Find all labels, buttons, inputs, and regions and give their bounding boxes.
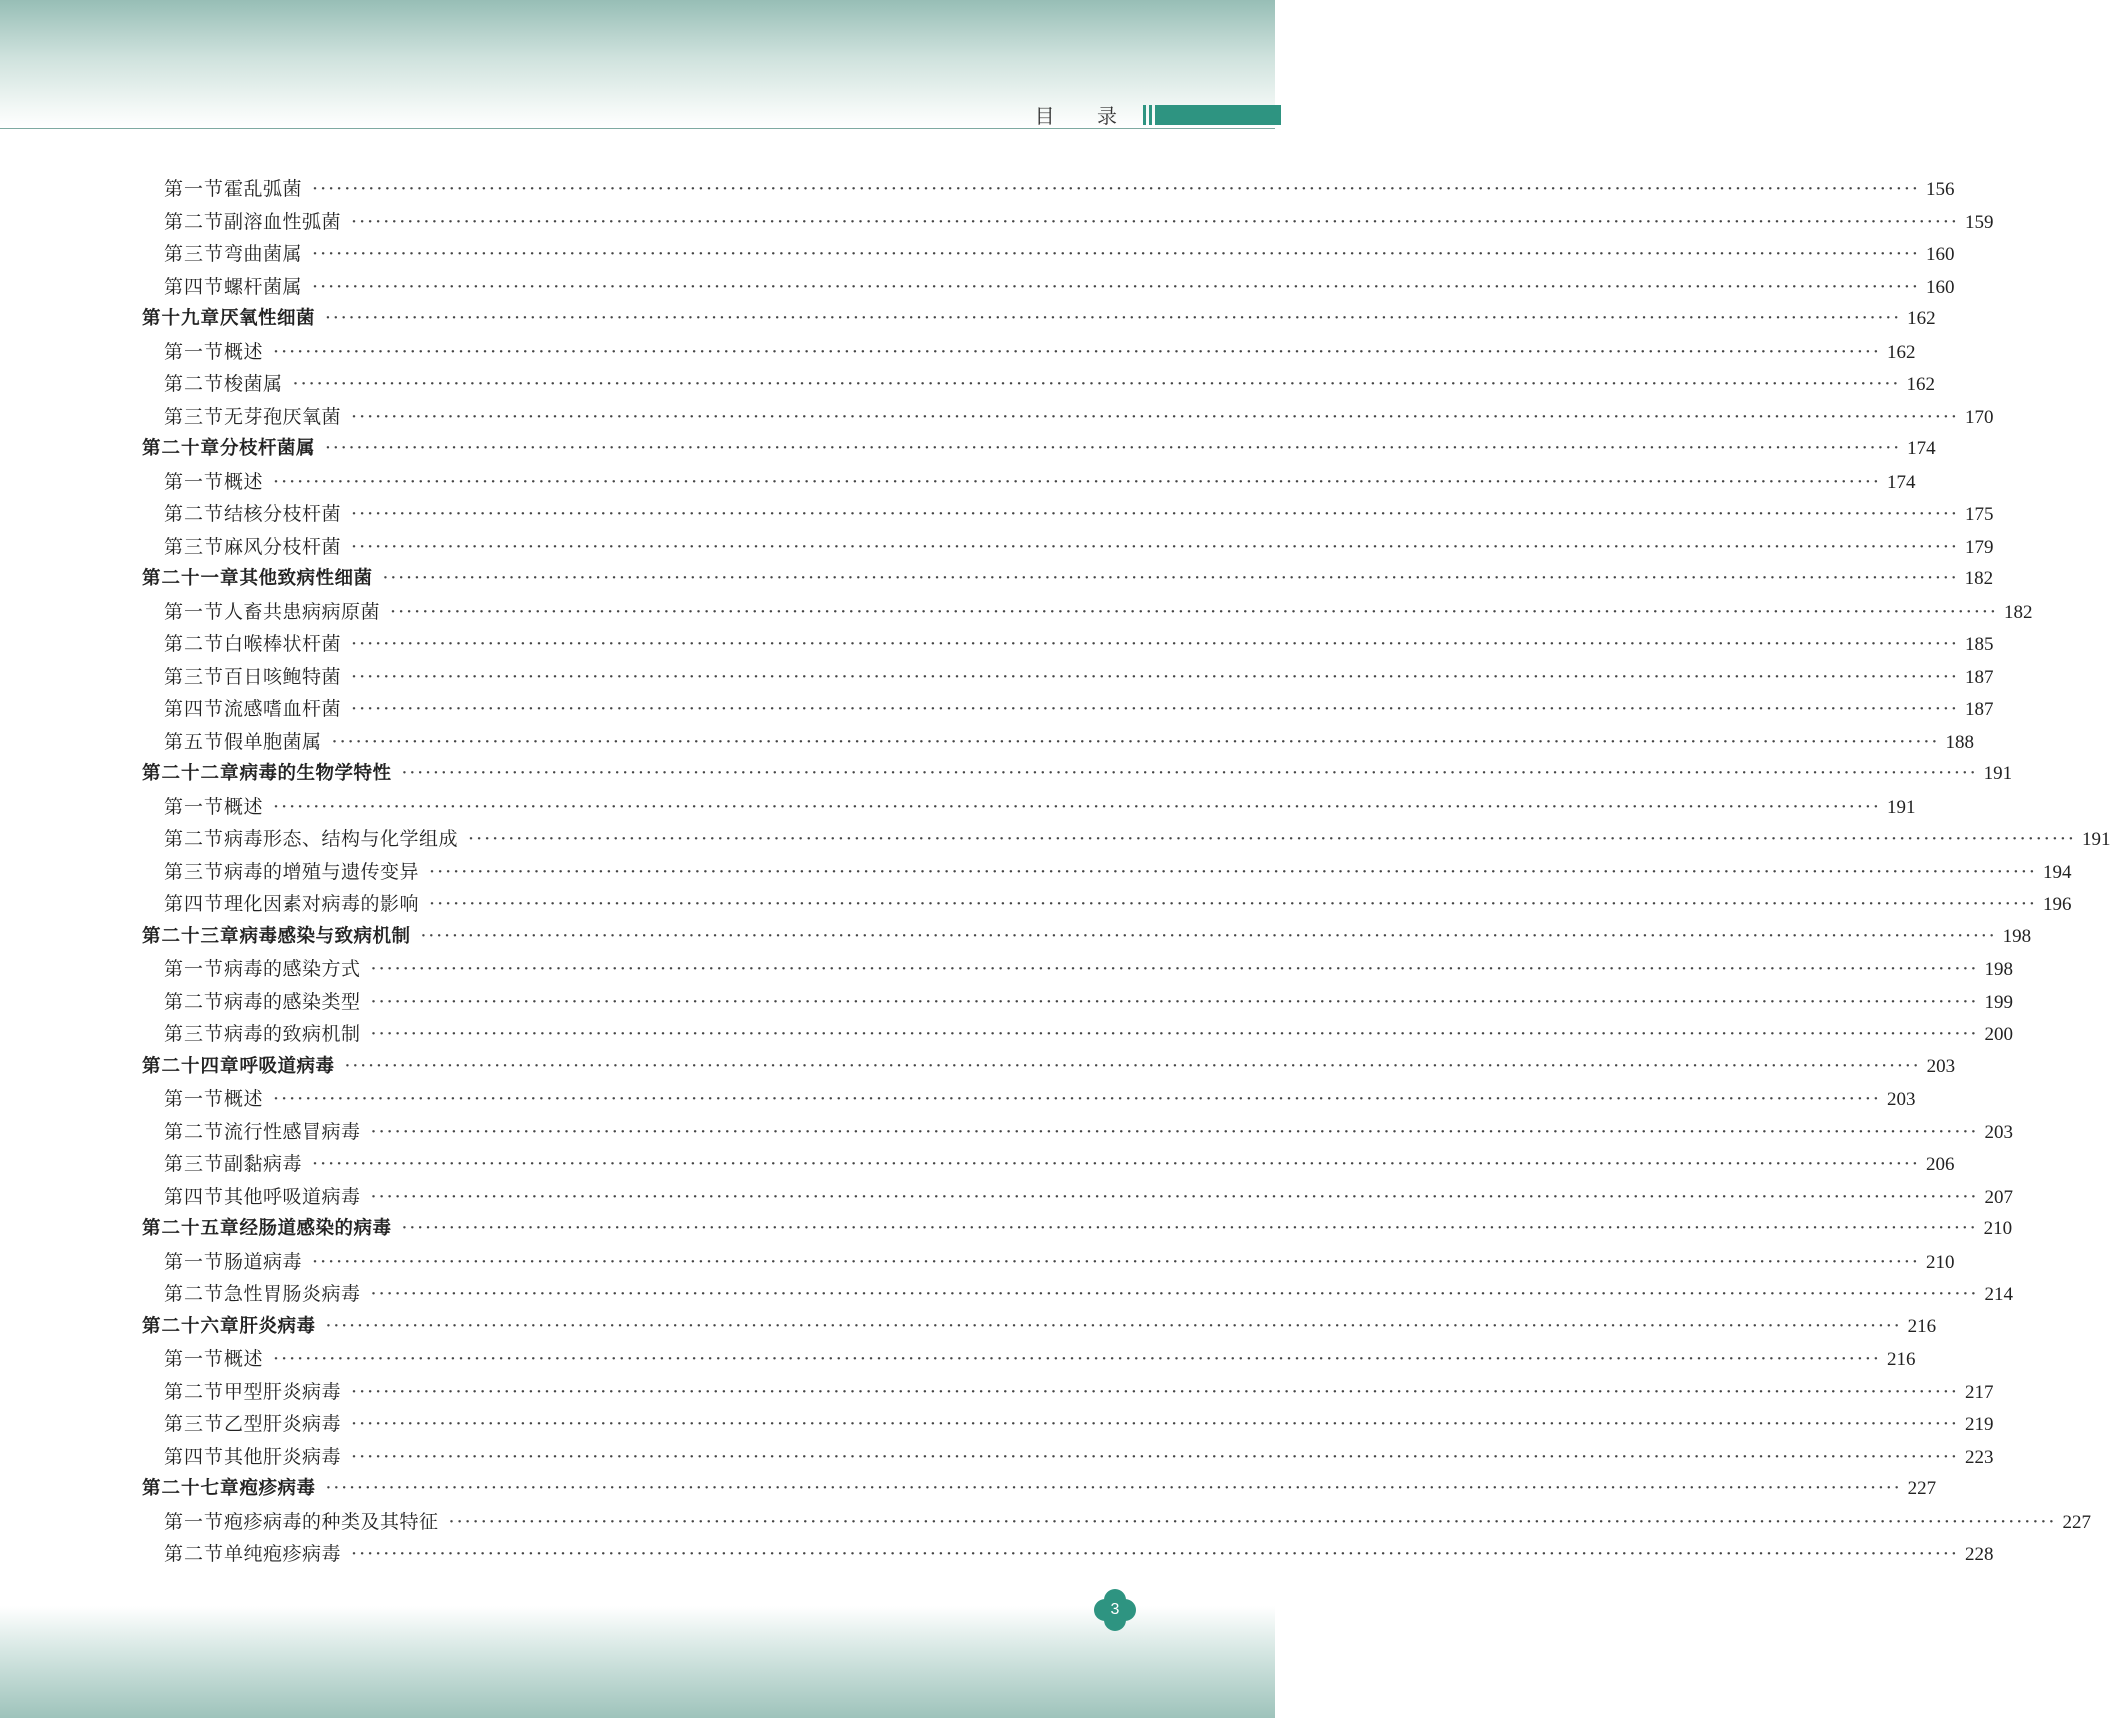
toc-section-entry[interactable] — [142, 596, 2033, 629]
entry-number: 第二节 — [164, 828, 225, 850]
dot-leader: ········································································································································································································ — [351, 633, 1959, 655]
entry-number: 第二十三章 — [142, 925, 240, 947]
entry-page-number: 194 — [2042, 861, 2072, 883]
entry-title: 病毒的感染类型 — [224, 990, 361, 1013]
entry-number: 第二十二章 — [142, 763, 240, 784]
entry-title: 螺杆菌属 — [224, 275, 303, 298]
dot-leader: ········································································································································································································ — [325, 1478, 1902, 1499]
entry-page-number: 228 — [1964, 1544, 1994, 1565]
toc-section-entry[interactable] — [142, 1083, 1916, 1116]
dot-leader: ········································································································································································································ — [401, 1218, 1978, 1239]
entry-number: 第一节 — [164, 340, 225, 363]
entry-title: 弯曲菌属 — [224, 243, 303, 265]
entry-title: 概述 — [224, 340, 264, 363]
dot-leader: ········································································································································································································ — [468, 828, 2076, 850]
entry-page-number: 210 — [1983, 1218, 2013, 1239]
header-accent-bar — [1143, 105, 1281, 125]
dot-leader: ········································································································································································································ — [351, 698, 1959, 720]
dot-leader: ········································································································································································································ — [325, 308, 1902, 329]
entry-page-number: 214 — [1984, 1284, 2013, 1305]
entry-page-number: 203 — [1926, 1055, 1956, 1077]
toc-chapter-entry[interactable] — [142, 758, 2013, 791]
entry-number: 第三节 — [164, 665, 225, 688]
entry-page-number: 179 — [1964, 536, 1994, 558]
toc-chapter-entry[interactable] — [142, 921, 2032, 954]
entry-number: 第二十一章 — [142, 568, 240, 589]
entry-page-number: 227 — [1907, 1478, 1937, 1499]
entry-number: 第四节 — [164, 1185, 225, 1208]
dot-leader: ········································································································································································································ — [370, 1185, 1979, 1208]
dot-leader: ········································································································································································································ — [351, 1413, 1959, 1435]
dot-leader: ········································································································································································································ — [351, 535, 1959, 558]
entry-title: 病毒的感染方式 — [224, 958, 361, 980]
dot-leader: ········································································································································································································ — [370, 958, 1979, 980]
entry-number: 第一节 — [164, 470, 225, 493]
entry-number: 第四节 — [164, 698, 225, 720]
entry-number: 第三节 — [164, 1153, 225, 1175]
entry-page-number: 182 — [2003, 601, 2033, 623]
entry-page-number: 203 — [1886, 1089, 1916, 1110]
entry-title: 病毒感染与致病机制 — [239, 925, 411, 947]
toc-section-entry[interactable] — [142, 986, 2013, 1019]
dot-leader: ········································································································································································································ — [370, 990, 1979, 1013]
dot-leader: ········································································································································································································ — [351, 503, 1959, 525]
entry-page-number: 191 — [1886, 796, 1916, 818]
entry-title: 病毒形态、结构与化学组成 — [224, 828, 459, 850]
entry-title: 乙型肝炎病毒 — [224, 1413, 342, 1435]
entry-title: 流感嗜血杆菌 — [224, 698, 342, 720]
table-of-contents — [142, 173, 2110, 1571]
entry-title: 人畜共患病病原菌 — [224, 600, 381, 623]
accent-block — [1155, 105, 1281, 125]
entry-title: 急性胃肠炎病毒 — [224, 1283, 361, 1305]
toc-section-entry[interactable] — [142, 888, 2072, 921]
entry-title: 呼吸道病毒 — [239, 1055, 335, 1077]
entry-title: 概述 — [224, 1348, 264, 1370]
dot-leader: ········································································································································································································ — [273, 340, 1881, 363]
entry-title: 其他肝炎病毒 — [224, 1445, 342, 1468]
dot-leader: ········································································································································································································ — [273, 1348, 1881, 1370]
entry-title: 概述 — [224, 795, 264, 818]
toc-section-entry[interactable] — [142, 1246, 1955, 1279]
toc-section-entry[interactable] — [142, 271, 1955, 304]
entry-number: 第二节 — [164, 633, 225, 655]
entry-number: 第二十四章 — [142, 1055, 240, 1077]
entry-number: 第二十章 — [142, 438, 221, 459]
toc-section-entry[interactable] — [142, 173, 1955, 206]
toc-chapter-entry[interactable] — [142, 1213, 2013, 1246]
entry-number: 第一节 — [164, 1510, 225, 1533]
accent-stripe — [1149, 105, 1152, 125]
entry-title: 假单胞菌属 — [224, 730, 322, 753]
page-number: 3 — [1110, 1601, 1120, 1618]
dot-leader: ········································································································································································································ — [312, 275, 1920, 298]
dot-leader: ········································································································································································································ — [390, 600, 1998, 623]
entry-title: 疱疹病毒的种类及其特征 — [224, 1510, 439, 1533]
entry-number: 第二节 — [164, 1543, 225, 1565]
entry-title: 副黏病毒 — [224, 1153, 303, 1175]
dot-leader: ········································································································································································································ — [370, 1120, 1979, 1143]
toc-section-entry[interactable] — [142, 823, 2110, 856]
footer-band — [0, 1606, 1275, 1718]
toc-section-entry[interactable] — [142, 1018, 2013, 1051]
toc-section-entry[interactable] — [142, 693, 1994, 726]
entry-title: 厌氧性细菌 — [220, 308, 316, 329]
entry-number: 第二节 — [164, 990, 225, 1013]
dot-leader: ········································································································································································································ — [344, 1055, 1921, 1077]
dot-leader: ········································································································································································································ — [429, 893, 2037, 915]
entry-number: 第一节 — [164, 1348, 225, 1370]
dot-leader: ········································································································································································································ — [351, 1445, 1959, 1468]
entry-number: 第一节 — [164, 1088, 225, 1110]
toc-section-entry[interactable] — [142, 1278, 2013, 1311]
toc-section-entry[interactable] — [142, 1181, 2013, 1214]
entry-number: 第二节 — [164, 1380, 225, 1403]
accent-stripe — [1143, 105, 1146, 125]
entry-title: 白喉棒状杆菌 — [224, 633, 342, 655]
toc-section-entry[interactable] — [142, 498, 1994, 531]
dot-leader: ········································································································································································································ — [273, 1088, 1881, 1110]
dot-leader: ········································································································································································································ — [420, 925, 1997, 947]
dot-leader: ········································································································································································································ — [370, 1023, 1979, 1045]
entry-title: 病毒的生物学特性 — [239, 763, 392, 784]
entry-page-number: 223 — [1964, 1446, 1994, 1468]
toc-section-entry[interactable] — [142, 336, 1916, 369]
entry-title: 其他致病性细菌 — [239, 568, 373, 589]
entry-page-number: 174 — [1907, 438, 1936, 459]
entry-title: 单纯疱疹病毒 — [224, 1543, 342, 1565]
toc-section-entry[interactable] — [142, 401, 1994, 434]
entry-page-number: 187 — [1964, 699, 1994, 720]
dot-leader: ········································································································································································································ — [370, 1283, 1979, 1305]
entry-page-number: 175 — [1964, 504, 1994, 525]
entry-number: 第三节 — [164, 535, 225, 558]
entry-number: 第一节 — [164, 958, 225, 980]
dot-leader: ········································································································································································································ — [351, 405, 1959, 428]
entry-page-number: 196 — [2042, 894, 2072, 915]
toc-section-entry[interactable] — [142, 466, 1916, 499]
entry-title: 肠道病毒 — [224, 1250, 303, 1273]
toc-section-entry[interactable] — [142, 531, 1994, 564]
entry-page-number: 206 — [1925, 1154, 1955, 1175]
toc-chapter-entry[interactable] — [142, 433, 1936, 466]
entry-number: 第二十六章 — [142, 1315, 240, 1337]
entry-title: 霍乱弧菌 — [224, 178, 303, 200]
entry-number: 第十九章 — [142, 308, 221, 329]
entry-page-number: 227 — [2062, 1511, 2091, 1533]
toc-section-entry[interactable] — [142, 628, 1994, 661]
entry-page-number: 191 — [1983, 763, 2013, 784]
entry-page-number: 162 — [1907, 308, 1936, 329]
dot-leader: ········································································································································································································ — [382, 568, 1959, 589]
entry-page-number: 200 — [1984, 1024, 2013, 1045]
dot-leader: ········································································································································································································ — [351, 210, 1959, 233]
entry-page-number: 182 — [1964, 568, 1994, 589]
toc-section-entry[interactable] — [142, 238, 1955, 271]
toc-section-entry[interactable] — [142, 856, 2072, 889]
toc-section-entry[interactable] — [142, 1148, 1955, 1181]
toc-chapter-entry[interactable] — [142, 1473, 1937, 1506]
page-header-title: 目 录 — [1034, 104, 1135, 128]
toc-section-entry[interactable] — [142, 1116, 2013, 1149]
entry-number: 第四节 — [164, 893, 225, 915]
entry-number: 第三节 — [164, 405, 225, 428]
toc-section-entry[interactable] — [142, 1408, 1994, 1441]
dot-leader: ········································································································································································································ — [351, 665, 1959, 688]
entry-number: 第一节 — [164, 178, 225, 200]
entry-title: 病毒的增殖与遗传变异 — [224, 860, 420, 883]
entry-number: 第三节 — [164, 1023, 225, 1045]
entry-page-number: 174 — [1886, 471, 1916, 493]
dot-leader: ········································································································································································································ — [429, 860, 2037, 883]
entry-page-number: 187 — [1964, 666, 1994, 688]
entry-page-number: 185 — [1964, 634, 1994, 655]
toc-chapter-entry[interactable] — [142, 1311, 1937, 1344]
entry-number: 第二节 — [164, 373, 225, 395]
entry-page-number: 203 — [1984, 1121, 2013, 1143]
entry-page-number: 156 — [1925, 179, 1955, 200]
entry-title: 其他呼吸道病毒 — [224, 1185, 361, 1208]
entry-number: 第四节 — [164, 1445, 225, 1468]
entry-number: 第二十七章 — [142, 1478, 240, 1499]
dot-leader: ········································································································································································································ — [292, 373, 1901, 395]
entry-title: 百日咳鲍特菌 — [224, 665, 342, 688]
entry-number: 第三节 — [164, 860, 225, 883]
entry-page-number: 207 — [1984, 1186, 2013, 1208]
toc-section-entry[interactable] — [142, 953, 2013, 986]
entry-title: 肝炎病毒 — [239, 1315, 316, 1337]
dot-leader: ········································································································································································································ — [351, 1380, 1959, 1403]
toc-section-entry[interactable] — [142, 1538, 1994, 1571]
entry-number: 第二节 — [164, 503, 225, 525]
toc-section-entry[interactable] — [142, 791, 1916, 824]
dot-leader: ········································································································································································································ — [401, 763, 1978, 784]
dot-leader: ········································································································································································································ — [331, 730, 1940, 753]
entry-title: 概述 — [224, 1088, 264, 1110]
entry-page-number: 198 — [1984, 959, 2013, 980]
entry-page-number: 160 — [1925, 276, 1955, 298]
entry-number: 第三节 — [164, 1413, 225, 1435]
toc-section-entry[interactable] — [142, 1441, 1994, 1474]
entry-page-number: 217 — [1964, 1381, 1994, 1403]
entry-title: 副溶血性弧菌 — [224, 210, 342, 233]
toc-section-entry[interactable] — [142, 1343, 1916, 1376]
entry-number: 第四节 — [164, 275, 225, 298]
entry-page-number: 170 — [1964, 406, 1994, 428]
entry-title: 病毒的致病机制 — [224, 1023, 361, 1045]
entry-number: 第二十五章 — [142, 1218, 240, 1239]
dot-leader: ········································································································································································································ — [273, 470, 1881, 493]
toc-section-entry[interactable] — [142, 661, 1994, 694]
entry-page-number: 199 — [1984, 991, 2013, 1013]
entry-page-number: 188 — [1945, 731, 1974, 753]
entry-title: 分枝杆菌属 — [220, 438, 316, 459]
page-number-badge — [1094, 1589, 1136, 1631]
dot-leader: ········································································································································································································ — [351, 1543, 1959, 1565]
entry-number: 第二节 — [164, 210, 225, 233]
entry-number: 第一节 — [164, 1250, 225, 1273]
entry-page-number: 191 — [2081, 829, 2110, 850]
dot-leader: ········································································································································································································ — [312, 178, 1920, 200]
entry-page-number: 162 — [1906, 374, 1935, 395]
dot-leader: ········································································································································································································ — [325, 438, 1902, 459]
entry-title: 无芽孢厌氧菌 — [224, 405, 342, 428]
toc-chapter-entry[interactable] — [142, 563, 1994, 596]
dot-leader: ········································································································································································································ — [312, 1250, 1920, 1273]
dot-leader: ········································································································································································································ — [312, 243, 1920, 265]
entry-title: 概述 — [224, 470, 264, 493]
toc-section-entry[interactable] — [142, 1376, 1994, 1409]
entry-title: 经肠道感染的病毒 — [239, 1218, 392, 1239]
dot-leader: ········································································································································································································ — [325, 1315, 1902, 1337]
dot-leader: ········································································································································································································ — [273, 795, 1881, 818]
entry-page-number: 162 — [1886, 341, 1916, 363]
toc-section-entry[interactable] — [142, 368, 1935, 401]
dot-leader: ········································································································································································································ — [448, 1510, 2057, 1533]
entry-title: 甲型肝炎病毒 — [224, 1380, 342, 1403]
entry-page-number: 219 — [1964, 1414, 1994, 1435]
entry-number: 第一节 — [164, 600, 225, 623]
entry-title: 流行性感冒病毒 — [224, 1120, 361, 1143]
toc-section-entry[interactable] — [142, 1506, 2091, 1539]
entry-number: 第二节 — [164, 1120, 225, 1143]
toc-chapter-entry[interactable] — [142, 303, 1936, 336]
toc-section-entry[interactable] — [142, 726, 1974, 759]
entry-page-number: 159 — [1964, 211, 1994, 233]
entry-number: 第三节 — [164, 243, 225, 265]
entry-page-number: 216 — [1907, 1315, 1937, 1337]
entry-page-number: 198 — [2002, 925, 2032, 947]
entry-title: 结核分枝杆菌 — [224, 503, 342, 525]
entry-page-number: 216 — [1886, 1349, 1916, 1370]
entry-title: 梭菌属 — [224, 373, 283, 395]
entry-page-number: 160 — [1925, 244, 1955, 265]
entry-title: 理化因素对病毒的影响 — [224, 893, 420, 915]
entry-number: 第一节 — [164, 795, 225, 818]
entry-title: 疱疹病毒 — [239, 1478, 316, 1499]
entry-title: 麻风分枝杆菌 — [224, 535, 342, 558]
entry-page-number: 210 — [1925, 1251, 1955, 1273]
dot-leader: ········································································································································································································ — [312, 1153, 1920, 1175]
entry-number: 第二节 — [164, 1283, 225, 1305]
toc-section-entry[interactable] — [142, 206, 1994, 239]
toc-chapter-entry[interactable] — [142, 1051, 1956, 1084]
entry-number: 第五节 — [164, 730, 225, 753]
